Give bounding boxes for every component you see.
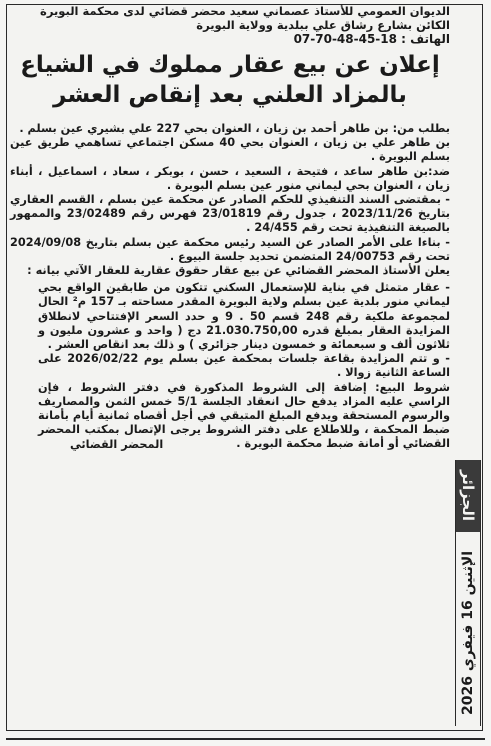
plaintiff-1: بطلب من: بن طاهر أحمد بن زيان ، العنوان بحي 227 علي بشيري عين بسلم . (19, 122, 450, 135)
newspaper-side-strip (455, 460, 481, 726)
plaintiff-2: بن طاهر علي بن زيان ، العنوان بحي 40 مسكن اجتماعي تساهمي طريق عين بسلم البويرة . (10, 136, 450, 164)
announcement-content (10, 4, 450, 452)
bottom-divider (6, 738, 485, 740)
phone-number: 07-70-48-45-18 (293, 32, 397, 46)
bailiff-phone-line (10, 32, 450, 46)
phone-label: الهاتف : (401, 32, 450, 46)
bailiff-office-line: الديوان العمومي للأستاذ عصماني سعيد محضر قضائي لدى محكمة البويرة (40, 4, 450, 18)
auction-session: - و تتم المزايدة بقاعة جلسات بمحكمة عين بسلم يوم 2026/02/22 على الساعة الثانية زوالا . (38, 352, 450, 380)
signature: المحضر القضائي (70, 437, 164, 451)
publication-date: الإثنين 16 فيفري 2026 (460, 550, 476, 716)
headline-line-2: بالمزاد العلني بعد إنقاص العشر (53, 82, 407, 108)
sale-conditions: شروط البيع: إضافة إلى الشروط المذكورة في دفتر الشروط ، فإن الراسي عليه المزاد يدفع حال انعقاد الجلسة 5/1 خمس الثمن والمصاريف والرسوم المستحقة ويدفع المبلغ المتبقي في أجل أقصاه ثمانية أيام بأمانة ضبط المحكمة ، وللاطلاع على دفتر الشروط يرجى الإتصال بمكتب المحضر القضائي أو أمانة ضبط محكمة البويرة . (38, 380, 451, 451)
defendants: ضد:بن طاهر ساعد ، فتيحة ، السعيد ، حسن ، بوبكر ، سعاد ، اسماعيل ، أبناء زيان ، العنوان بحي ليماني منور عين بسلم البويرة . (10, 164, 450, 192)
bailiff-address-line: الكائن بشارع رشاق علي ببلدية وولاية البويرة (196, 18, 450, 32)
sale-announcement: يعلن الأستاذ المحضر القضائي عن بيع عقار حقوق عقارية للعقار الآتي بيانه : (27, 264, 450, 278)
property-description: - عقار متمثل في بناية للإستعمال السكني تتكون من طابقين الواقع بحي ليماني منور بلدية عين بسلم ولاية البويرة المقدر مساحته بـ 157 م² الحال لمجموعة ملكية رقم 248 قسم 50 . 9 و حدد السعر الإفتتاحي لانطلاق المزايدة العقار بمبلغ قدره 21.030.750,00 دج ( واحد و عشرون مليون و ثلاثون ألف و سبعمائة و خمسون دينار جزائري ) و ذلك بعد انقاص العشر . (38, 281, 450, 352)
headline-line-1: إعلان عن بيع عقار مملوك في الشياع (20, 52, 440, 78)
newspaper-logo: الجزائر (456, 460, 480, 532)
enforcement-title: - بمقتضى السند التنفيذي للحكم الصادر عن محكمة عين بسلم ، القسم العقاري بتاريخ 2023/11/26 ، جدول رقم 23/01819 فهرس رقم 23/02489 والممهور بالصيغة التنفيذية تحت رقم 24/455 . (10, 193, 451, 235)
court-order: - بناءا على الأمر الصادر عن السيد رئيس محكمة عين بسلم بتاريخ 2024/09/08 تحت رقم 24/00753 المتضمن تحديد جلسة البيوع . (10, 235, 450, 263)
